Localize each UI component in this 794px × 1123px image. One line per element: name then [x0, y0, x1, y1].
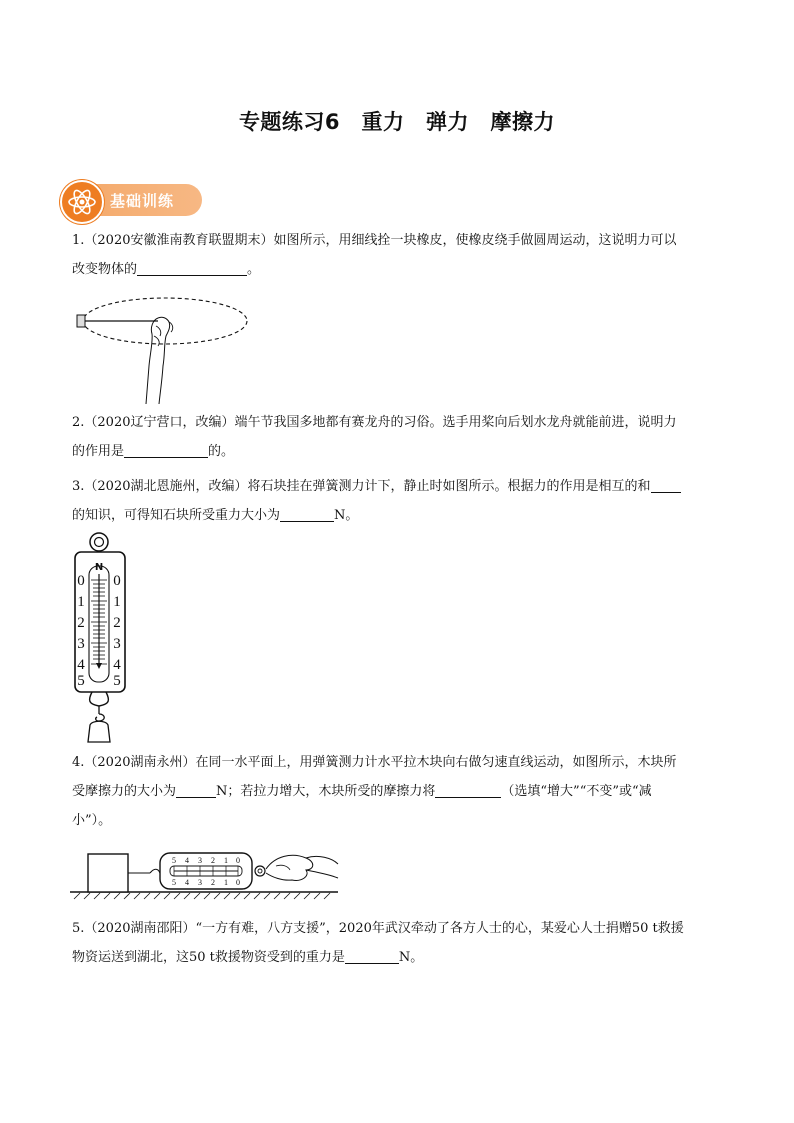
spring-scale-vertical-figure — [70, 530, 130, 745]
question-1-line2 — [72, 255, 722, 284]
question-4-text-3: （选填“增大”“不变”或“减 — [501, 784, 652, 799]
spring-scale-horizontal-figure — [70, 848, 340, 900]
question-4-line2 — [72, 777, 722, 806]
scale-right-number: 3 — [113, 636, 121, 652]
question-3-line2 — [72, 501, 722, 530]
question-3-line1 — [72, 472, 722, 501]
question-4 — [72, 748, 722, 835]
scale-left-number: 0 — [77, 573, 85, 589]
scale-right-number: 5 — [113, 673, 121, 689]
scale-right-number: 0 — [113, 573, 121, 589]
horizontal-scale-number: 0 — [236, 856, 240, 865]
question-2-text: 的作用是 — [72, 444, 125, 459]
page-title: 专题练习6 重力 弹力 摩擦力 — [238, 110, 556, 134]
answer-blank-2[interactable] — [124, 440, 208, 458]
scale-unit-label: N — [94, 562, 104, 573]
horizontal-scale-number: 1 — [224, 856, 228, 865]
horizontal-scale-number: 2 — [211, 856, 215, 865]
question-4-text-2: N；若拉力增大，木块所受的摩擦力将 — [216, 784, 436, 799]
scale-left-number: 3 — [77, 636, 85, 652]
horizontal-scale-number: 4 — [185, 856, 189, 865]
section-badge — [60, 180, 204, 220]
answer-blank-3b[interactable] — [280, 504, 334, 522]
answer-blank-5[interactable] — [345, 946, 399, 964]
scale-left-number: 5 — [77, 673, 85, 689]
question-1-text: 改变物体的 — [72, 262, 138, 277]
question-5-end: N。 — [398, 950, 424, 965]
eraser-rotation-figure — [70, 296, 260, 404]
horizontal-scale-number: 4 — [185, 878, 189, 887]
horizontal-scale-number: 3 — [198, 856, 202, 865]
scale-left-number: 4 — [77, 657, 85, 673]
scale-right-number: 4 — [113, 657, 121, 673]
question-4-line3: 小”）。 — [72, 813, 112, 828]
question-2 — [72, 408, 722, 466]
question-3-end: N。 — [334, 508, 359, 523]
question-5 — [72, 914, 722, 972]
question-3-text-1: 3.（2020湖北恩施州，改编）将石块挂在弹簧测力计下，静止时如图所示。根据力的作用是相互的和 — [72, 479, 651, 494]
atom-icon — [60, 180, 104, 224]
question-1 — [72, 226, 722, 284]
horizontal-scale-number: 5 — [172, 856, 176, 865]
question-5-line1: 5.（2020湖南邵阳）“一方有难，八方支援”，2020年武汉牵动了各方人士的心，某爱心人士捐赠50 t救援 — [72, 921, 684, 936]
scale-left-number: 2 — [77, 615, 85, 631]
answer-blank-1[interactable] — [137, 258, 247, 276]
question-2-line2 — [72, 437, 722, 466]
horizontal-scale-number: 3 — [198, 878, 202, 887]
horizontal-scale-number: 0 — [236, 878, 240, 887]
scale-right-number: 1 — [113, 594, 121, 610]
question-5-text: 物资运送到湖北，这50 t救援物资受到的重力是 — [72, 950, 345, 965]
answer-blank-4b[interactable] — [435, 780, 501, 798]
question-3-text-2: 的知识，可得知石块所受重力大小为 — [72, 508, 281, 523]
question-1-line1: 1.（2020安徽淮南教育联盟期末）如图所示，用细线拴一块橡皮，使橡皮绕手做圆周运动，这说明力可以 — [72, 233, 677, 248]
question-1-end: 。 — [247, 262, 261, 277]
question-4-text-1: 受摩擦力的大小为 — [72, 784, 177, 799]
scale-right-number: 2 — [113, 615, 121, 631]
horizontal-scale-number: 1 — [224, 878, 228, 887]
question-2-end: 的。 — [208, 444, 235, 459]
scale-left-number: 1 — [77, 594, 85, 610]
question-2-line1: 2.（2020辽宁营口，改编）端午节我国多地都有赛龙舟的习俗。选手用桨向后划水龙舟就能前进，说明力 — [72, 415, 677, 430]
horizontal-scale-number: 2 — [211, 878, 215, 887]
question-3 — [72, 472, 722, 530]
answer-blank-3a[interactable] — [651, 475, 681, 493]
answer-blank-4a[interactable] — [176, 780, 216, 798]
question-4-line1: 4.（2020湖南永州）在同一水平面上，用弹簧测力计水平拉木块向右做匀速直线运动，如图所示，木块所 — [72, 755, 677, 770]
horizontal-scale-number: 5 — [172, 878, 176, 887]
question-5-line2 — [72, 943, 722, 972]
section-label: 基础训练 — [110, 192, 175, 210]
